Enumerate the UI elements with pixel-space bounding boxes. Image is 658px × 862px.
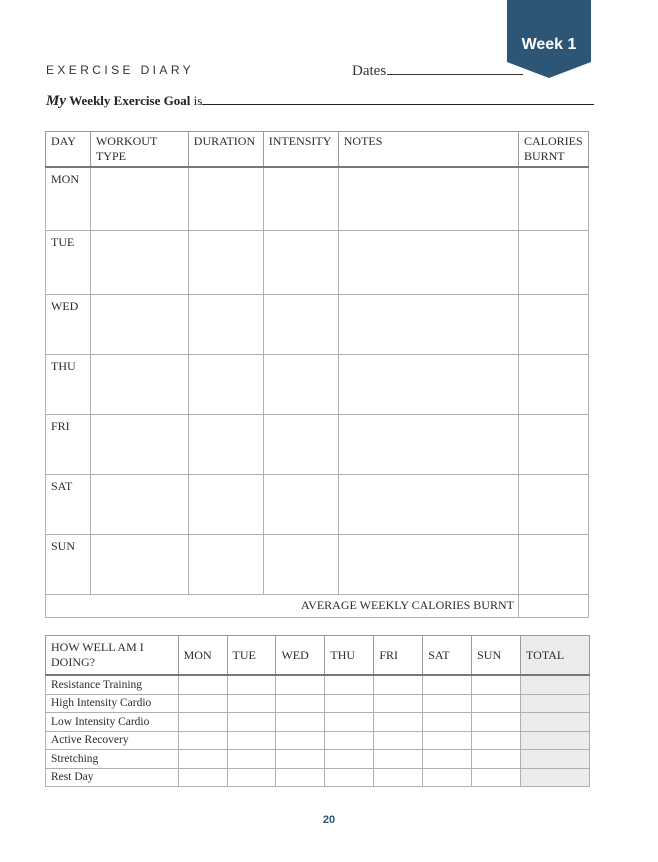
diary-header-row bbox=[46, 132, 589, 168]
diary-row-tue bbox=[46, 230, 589, 294]
day-cell[interactable] bbox=[472, 731, 521, 750]
notes-cell[interactable] bbox=[338, 230, 518, 294]
notes-cell[interactable] bbox=[338, 354, 518, 414]
day-label: TUE bbox=[46, 230, 91, 294]
goal-label: Weekly Exercise Goal bbox=[69, 93, 191, 108]
total-cell[interactable] bbox=[521, 731, 590, 750]
day-cell[interactable] bbox=[374, 768, 423, 787]
day-cell[interactable] bbox=[472, 675, 521, 694]
diary-column-header: NOTES bbox=[338, 132, 518, 168]
workout-type-cell[interactable] bbox=[90, 354, 188, 414]
day-cell[interactable] bbox=[423, 731, 472, 750]
activity-label: Stretching bbox=[46, 750, 179, 769]
day-cell[interactable] bbox=[325, 694, 374, 713]
calories-cell[interactable] bbox=[518, 474, 588, 534]
progress-day-header: MON bbox=[178, 636, 227, 676]
goal-script-word: My bbox=[46, 93, 66, 109]
diary-column-header: DAY bbox=[46, 132, 91, 168]
intensity-cell[interactable] bbox=[263, 414, 338, 474]
day-cell[interactable] bbox=[325, 768, 374, 787]
progress-total-header: TOTAL bbox=[521, 636, 590, 676]
dates-field[interactable] bbox=[352, 60, 523, 80]
day-cell[interactable] bbox=[472, 750, 521, 769]
total-cell[interactable] bbox=[521, 675, 590, 694]
page-title: EXERCISE DIARY bbox=[46, 63, 195, 77]
day-cell[interactable] bbox=[227, 768, 276, 787]
day-cell[interactable] bbox=[325, 750, 374, 769]
duration-cell[interactable] bbox=[188, 354, 263, 414]
day-cell[interactable] bbox=[374, 750, 423, 769]
progress-day-header: SUN bbox=[472, 636, 521, 676]
day-cell[interactable] bbox=[325, 731, 374, 750]
day-cell[interactable] bbox=[178, 768, 227, 787]
day-cell[interactable] bbox=[374, 713, 423, 732]
exercise-diary-table bbox=[45, 131, 589, 618]
diary-column-header: INTENSITY bbox=[263, 132, 338, 168]
day-cell[interactable] bbox=[472, 713, 521, 732]
activity-label: Low Intensity Cardio bbox=[46, 713, 179, 732]
day-label: SUN bbox=[46, 534, 91, 594]
day-cell[interactable] bbox=[178, 750, 227, 769]
activity-label: Active Recovery bbox=[46, 731, 179, 750]
goal-blank-line[interactable] bbox=[202, 92, 594, 105]
day-cell[interactable] bbox=[178, 694, 227, 713]
progress-day-header: THU bbox=[325, 636, 374, 676]
day-cell[interactable] bbox=[276, 713, 325, 732]
day-cell[interactable] bbox=[325, 675, 374, 694]
total-cell[interactable] bbox=[521, 768, 590, 787]
calories-cell[interactable] bbox=[518, 294, 588, 354]
average-calories-cell[interactable] bbox=[518, 594, 588, 617]
notes-cell[interactable] bbox=[338, 414, 518, 474]
intensity-cell[interactable] bbox=[263, 534, 338, 594]
diary-row-fri bbox=[46, 414, 589, 474]
day-cell[interactable] bbox=[276, 694, 325, 713]
diary-row-wed bbox=[46, 294, 589, 354]
diary-row-sat bbox=[46, 474, 589, 534]
calories-cell[interactable] bbox=[518, 414, 588, 474]
day-cell[interactable] bbox=[276, 750, 325, 769]
calories-cell[interactable] bbox=[518, 354, 588, 414]
day-label: WED bbox=[46, 294, 91, 354]
day-cell[interactable] bbox=[423, 675, 472, 694]
progress-heading: HOW WELL AM I DOING? bbox=[46, 636, 179, 676]
diary-column-header: WORKOUT TYPE bbox=[90, 132, 188, 168]
diary-row-thu bbox=[46, 354, 589, 414]
progress-table bbox=[45, 635, 590, 787]
intensity-cell[interactable] bbox=[263, 230, 338, 294]
workout-type-cell[interactable] bbox=[90, 414, 188, 474]
day-cell[interactable] bbox=[423, 694, 472, 713]
progress-row-stretching bbox=[46, 750, 590, 769]
total-cell[interactable] bbox=[521, 750, 590, 769]
day-cell[interactable] bbox=[276, 675, 325, 694]
calories-cell[interactable] bbox=[518, 167, 588, 230]
total-cell[interactable] bbox=[521, 713, 590, 732]
calories-cell[interactable] bbox=[518, 230, 588, 294]
day-label: FRI bbox=[46, 414, 91, 474]
notes-cell[interactable] bbox=[338, 294, 518, 354]
progress-day-header: WED bbox=[276, 636, 325, 676]
diary-column-header: DURATION bbox=[188, 132, 263, 168]
weekly-goal-field[interactable] bbox=[46, 92, 588, 110]
duration-cell[interactable] bbox=[188, 414, 263, 474]
workout-type-cell[interactable] bbox=[90, 167, 188, 230]
dates-blank-line[interactable] bbox=[387, 60, 523, 75]
progress-row-high-intensity-cardio bbox=[46, 694, 590, 713]
duration-cell[interactable] bbox=[188, 294, 263, 354]
day-cell[interactable] bbox=[227, 713, 276, 732]
progress-day-header: TUE bbox=[227, 636, 276, 676]
progress-row-rest-day bbox=[46, 768, 590, 787]
day-cell[interactable] bbox=[276, 768, 325, 787]
progress-row-active-recovery bbox=[46, 731, 590, 750]
diary-column-header: CALORIES BURNT bbox=[518, 132, 588, 168]
intensity-cell[interactable] bbox=[263, 294, 338, 354]
duration-cell[interactable] bbox=[188, 167, 263, 230]
day-cell[interactable] bbox=[178, 731, 227, 750]
day-cell[interactable] bbox=[472, 694, 521, 713]
day-cell[interactable] bbox=[227, 731, 276, 750]
average-calories-row bbox=[46, 594, 589, 617]
activity-label: High Intensity Cardio bbox=[46, 694, 179, 713]
workout-type-cell[interactable] bbox=[90, 294, 188, 354]
notes-cell[interactable] bbox=[338, 474, 518, 534]
duration-cell[interactable] bbox=[188, 474, 263, 534]
workout-type-cell[interactable] bbox=[90, 474, 188, 534]
day-cell[interactable] bbox=[227, 750, 276, 769]
day-cell[interactable] bbox=[423, 768, 472, 787]
goal-is-word: is bbox=[193, 93, 203, 108]
diary-row-sun bbox=[46, 534, 589, 594]
day-cell[interactable] bbox=[325, 713, 374, 732]
day-cell[interactable] bbox=[472, 768, 521, 787]
notes-cell[interactable] bbox=[338, 167, 518, 230]
workout-type-cell[interactable] bbox=[90, 534, 188, 594]
day-cell[interactable] bbox=[227, 694, 276, 713]
page-number: 20 bbox=[322, 814, 336, 826]
intensity-cell[interactable] bbox=[263, 354, 338, 414]
day-label: SAT bbox=[46, 474, 91, 534]
progress-day-header: FRI bbox=[374, 636, 423, 676]
activity-label: Resistance Training bbox=[46, 675, 179, 694]
diary-row-mon bbox=[46, 167, 589, 230]
average-calories-label: AVERAGE WEEKLY CALORIES BURNT bbox=[46, 594, 519, 617]
notes-cell[interactable] bbox=[338, 534, 518, 594]
progress-day-header: SAT bbox=[423, 636, 472, 676]
intensity-cell[interactable] bbox=[263, 474, 338, 534]
activity-label: Rest Day bbox=[46, 768, 179, 787]
progress-row-resistance-training bbox=[46, 675, 590, 694]
total-cell[interactable] bbox=[521, 694, 590, 713]
day-cell[interactable] bbox=[178, 675, 227, 694]
day-cell[interactable] bbox=[178, 713, 227, 732]
workout-type-cell[interactable] bbox=[90, 230, 188, 294]
dates-label: Dates bbox=[352, 63, 387, 79]
intensity-cell[interactable] bbox=[263, 167, 338, 230]
day-cell[interactable] bbox=[374, 694, 423, 713]
progress-header-row bbox=[46, 636, 590, 676]
day-label: THU bbox=[46, 354, 91, 414]
day-cell[interactable] bbox=[227, 675, 276, 694]
day-cell[interactable] bbox=[276, 731, 325, 750]
progress-row-low-intensity-cardio bbox=[46, 713, 590, 732]
day-cell[interactable] bbox=[423, 750, 472, 769]
day-label: MON bbox=[46, 167, 91, 230]
day-cell[interactable] bbox=[423, 713, 472, 732]
calories-cell[interactable] bbox=[518, 534, 588, 594]
duration-cell[interactable] bbox=[188, 230, 263, 294]
duration-cell[interactable] bbox=[188, 534, 263, 594]
day-cell[interactable] bbox=[374, 675, 423, 694]
day-cell[interactable] bbox=[374, 731, 423, 750]
week-badge-label: Week 1 bbox=[521, 36, 577, 53]
